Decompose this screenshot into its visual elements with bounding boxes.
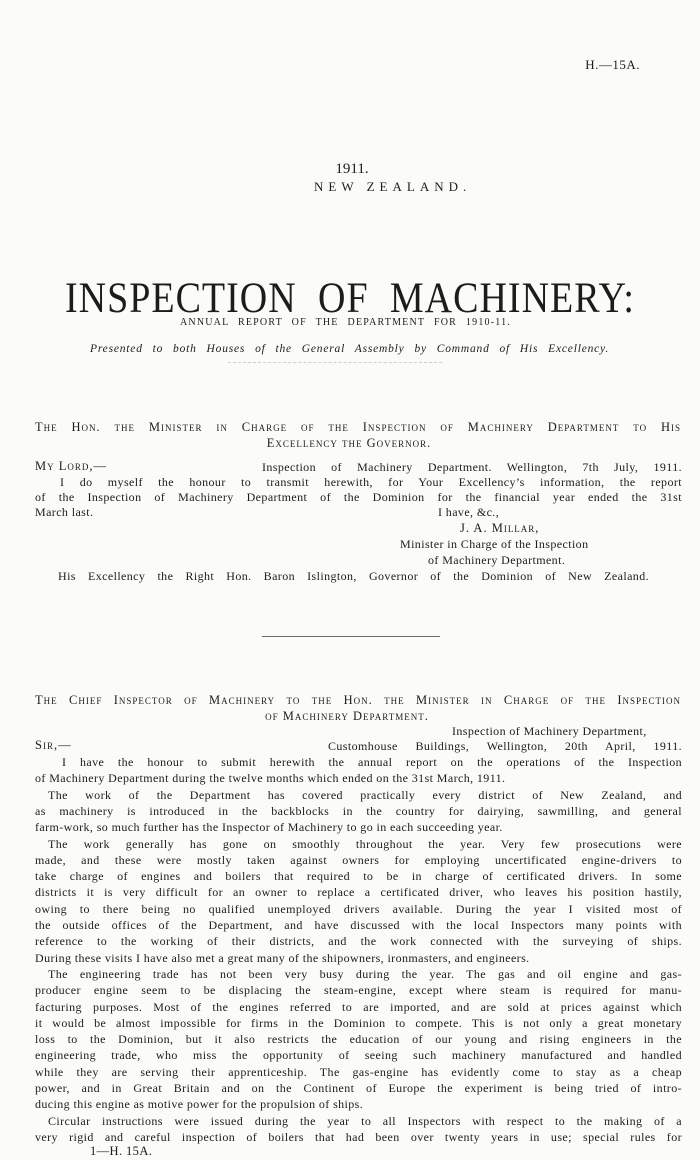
body-line [35,884,683,900]
body-line-text: During these visits I have also met a great many of the shipowners, ironmasters, and engineers. [35,950,530,965]
body-line-text: districts it is very difficult for an owner to replace a certificated driver, who leaves his position hastily, [35,885,682,900]
body-line-text: owing to there being no qualified unemployed drivers available. During the year I visited most of [35,901,682,916]
letter1-closing [438,504,499,520]
letter1-dateline-text: Inspection of Machinery Department. Wellington, 7th July, 1911. [262,460,682,474]
letter1-body-text: of the Inspection of Machinery Department of the Dominion for the financial year ended the 31st [35,490,682,504]
body-line [35,933,683,949]
letter2-address-text: Inspection of Machinery Department, [452,724,647,738]
body-line-text: The engineering trade has not been very busy during the year. The gas and oil engine and gas- [48,966,682,981]
body-line [35,950,530,966]
letter1-heading [35,419,682,435]
letter1-heading [249,435,449,451]
body-line-text: The work of the Department has covered practically every district of New Zealand, and [48,787,682,802]
letter1-body-line [35,504,93,520]
signature-mark [90,1144,152,1158]
presented-line [90,341,610,357]
body-line [48,836,683,852]
body-line-text: engineering trade, who miss the opportunity of seeing such machinery manufactured and handled [35,1048,682,1063]
body-line [48,966,683,982]
body-line [35,1080,683,1096]
year [300,160,404,178]
body-line-text: it would be almost impossible for firms in the Dominion to compete. This is not only a great monetary [35,1015,682,1030]
body-line [35,1031,683,1047]
paper-reference-text: H.—15A. [585,57,640,72]
body-line-text: very rigid and careful inspection of boilers that had been over twenty years in use; special rules for [35,1129,682,1144]
body-line-text: facturing purposes. Most of the engines referred to are imported, and are sold at prices against which [35,999,682,1014]
body-line-text: take charge of engines and boilers that required to be in charge of certificated drivers. In some [35,869,682,884]
body-line-text: of Machinery Department during the twelve months which ended on the 31st March, 1911. [35,771,506,786]
letter1-signature-title [400,536,588,552]
body-line [35,917,683,933]
letter1-signature [460,520,539,536]
title-word: MACHINERY: [389,273,635,323]
body-line [35,1064,683,1080]
body-line-text: I have the honour to submit herewith the annual report on the operations of the Inspection [62,755,682,769]
letter1-body-line [35,489,683,505]
letter2-salutation [35,737,72,753]
body-line [35,1047,683,1063]
letter2-heading-line: of Machinery Department. [265,709,429,723]
body-line [35,852,683,868]
body-line [48,787,683,803]
body-line [35,901,683,917]
section-divider [262,636,440,637]
body-line-text: ducing this engine as motive power for the propulsion of ships. [35,1097,364,1112]
letter1-dateline [262,459,683,475]
title-word: INSPECTION [65,273,297,323]
letter1-body-line [60,474,683,490]
body-line [35,868,683,884]
letter1-signature-title-text: Minister in Charge of the Inspection [400,537,589,551]
body-line-text: reference to the working of their districts, and the work connected with the surveying of ships. [35,934,682,949]
title-word: OF [318,273,369,323]
decorative-dashed-rule [228,362,442,363]
body-line-text: The work generally has gone on smoothly throughout the year. Very few prosecutions were [48,836,682,851]
year-text: 1911. [335,161,369,177]
signature-mark-text: 1—H. 15A. [90,1144,153,1158]
letter2-address-text: Customhouse Buildings, Wellington, 20th April, 1911. [328,739,682,753]
presented-text: Presented to both Houses of the General Assembly by Command of His Excellency. [90,343,609,355]
country-name-text: NEW ZEALAND. [314,179,472,194]
letter1-closing-text: I have, &c., [438,505,500,519]
body-line-text: made, and these were mostly taken against owners for employing uncertificated engine-drivers to [35,852,682,867]
letter2-address-line [328,738,683,754]
body-line [35,1096,363,1112]
body-line-text: loss to the Dominion, but it also restricts the education of our young and rising engineers in the [35,1032,682,1047]
subtitle-text: ANNUAL REPORT OF THE DEPARTMENT FOR 1910-11. [180,317,511,328]
letter1-addressee-text: His Excellency the Right Hon. Baron Islington, Governor of the Dominion of New Zealand. [58,569,649,583]
body-line [35,999,683,1015]
body-line [35,803,683,819]
body-line [35,982,683,998]
body-line-text: the outside offices of the Department, and have discussed with the local Inspectors many points with [35,918,682,932]
body-line-text: as machinery is introduced in the backblocks in the country for dairying, sawmilling, and general [35,803,682,818]
letter2-heading [247,708,447,724]
letter1-salutation [35,458,107,474]
letter1-body-text: I do myself the honour to transmit herewith, for Your Excellency’s information, the report [60,475,682,489]
letter1-heading-line: Excellency the Governor. [266,436,432,450]
letter2-heading-line: The Chief Inspector of Machinery to the Hon. the Minister in Charge of the Inspection [35,693,681,707]
body-line [35,770,505,786]
letter1-signature-title-text: of Machinery Department. [428,553,566,567]
subtitle [180,315,512,331]
letter1-addressee [58,568,650,584]
body-line [35,819,503,835]
body-line [48,1113,683,1129]
body-line-text: power, and in Great Britain and on the Continent of Europe the experiment is being tried of intro- [35,1081,682,1095]
body-line-text: producer engine seem to be displacing the steam-engine, except where steam is required for manu- [35,983,682,998]
letter1-signature-title [428,552,565,568]
letter1-salutation-text: My Lord,— [35,459,108,473]
letter1-signature-text: J. A. Millar, [460,521,540,535]
letter2-salutation-text: Sir,— [35,738,72,752]
body-line [35,1129,683,1145]
letter2-heading [35,692,682,708]
letter2-address-line [452,723,647,739]
body-line-text: while they are serving their apprenticeship. The gas-engine has evidently come to stay as a cheap [35,1064,682,1079]
letter1-heading-line: The Hon. the Minister in Charge of the Inspection of Machinery Department to His [35,420,681,434]
body-line-text: farm-work, so much further has the Inspector of Machinery to go in each succeeding year. [35,820,503,835]
body-line [35,1015,683,1031]
body-line-text: Circular instructions were issued during the year to all Inspectors with respect to the making of a [48,1113,682,1128]
letter1-body-text: March last. [35,505,94,519]
body-line [62,754,683,770]
country-name [314,179,471,195]
paper-reference [585,57,640,73]
